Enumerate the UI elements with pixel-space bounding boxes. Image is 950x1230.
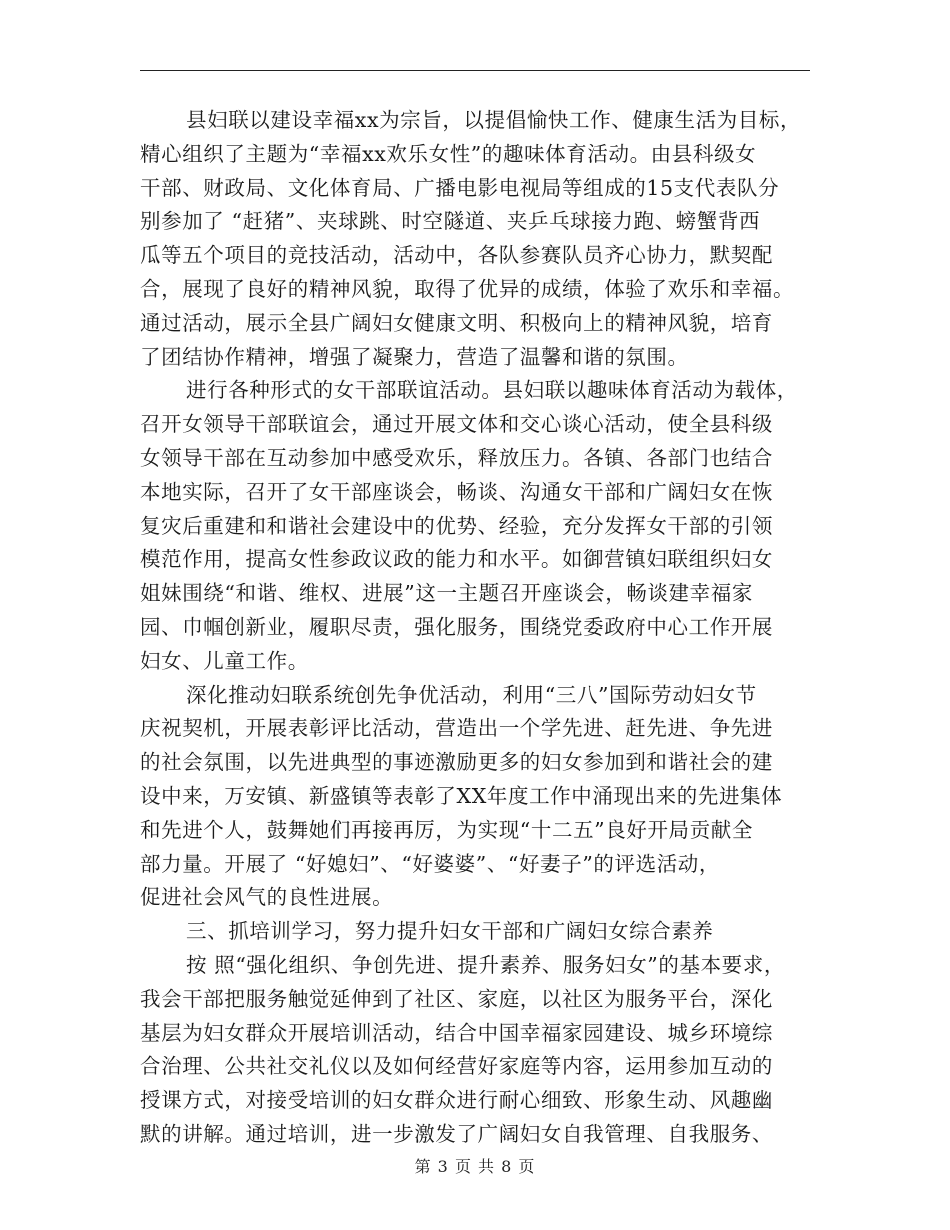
text-line: 别参加了 “赶猪”、夹球跳、时空隧道、夹乒乓球接力跑、螃蟹背西: [140, 209, 761, 234]
text-line: 和先进个人，鼓舞她们再接再厉，为实现“十二五”良好开局贡献全: [140, 817, 753, 842]
text-line: 精心组织了主题为“幸福xx欢乐女性”的趣味体育活动。由县科级女: [140, 141, 757, 166]
text-line: 进行各种形式的女干部联谊活动。县妇联以趣味体育活动为载体，: [186, 378, 798, 403]
text-line: 按 照“强化组织、争创先进、提升素养、服务妇女”的基本要求，: [186, 952, 785, 977]
page-number-footer: 第 3 页 共 8 页: [414, 1157, 536, 1176]
text-line: 复灾后重建和和谐社会建设中的优势、经验，充分发挥女干部的引领: [140, 513, 773, 538]
text-line: 基层为妇女群众开展培训活动，结合中国幸福家园建设、城乡环境综: [140, 1020, 773, 1045]
text-line: 合，展现了良好的精神风貌，取得了优异的成绩，体验了欢乐和幸福。: [140, 276, 795, 301]
text-line: 的社会氛围，以先进典型的事迹激励更多的妇女参加到和谐社会的建: [140, 750, 773, 775]
text-line: 召开女领导干部联谊会，通过开展文体和交心谈心活动，使全县科级: [140, 412, 773, 437]
text-line: 瓜等五个项目的竞技活动，活动中，各队参赛队员齐心协力，默契配: [140, 243, 773, 268]
text-line: 设中来，万安镇、新盛镇等表彰了XX年度工作中涌现出来的先进集体: [140, 783, 783, 808]
text-line: 合治理、公共社交礼仪以及如何经营好家庭等内容，运用参加互动的: [140, 1054, 773, 1079]
document-body: [140, 104, 820, 1152]
text-line: 园、巾帼创新业，履职尽责，强化服务，围绕党委政府中心工作开展: [140, 614, 773, 639]
text-line: 授课方式，对接受培训的妇女群众进行耐心细致、形象生动、风趣幽: [140, 1088, 773, 1113]
text-line: 姐妹围绕“和谐、维权、进展”这一主题召开座谈会，畅谈建幸福家: [140, 581, 753, 606]
text-line: 部力量。开展了 “好媳妇”、“好婆婆”、“好妻子”的评选活动，: [140, 851, 720, 876]
header-rule: [140, 70, 810, 71]
text-line: 了团结协作精神，增强了凝聚力，营造了温馨和谐的氛围。: [140, 344, 689, 369]
text-line: 本地实际，召开了女干部座谈会，畅谈、沟通女干部和广阔妇女在恢: [140, 479, 773, 504]
text-line: 三、抓培训学习，努力提升妇女干部和广阔妇女综合素养: [186, 919, 714, 944]
text-line: 我会干部把服务触觉延伸到了社区、家庭，以社区为服务平台，深化: [140, 986, 773, 1011]
text-line: 默的讲解。通过培训，进一步激发了广阔妇女自我管理、自我服务、: [140, 1121, 773, 1146]
text-line: 通过活动，展示全县广阔妇女健康文明、积极向上的精神风貌，培育: [140, 310, 773, 335]
text-line: 庆祝契机，开展表彰评比活动，营造出一个学先进、赶先进、争先进: [140, 716, 773, 741]
text-line: 县妇联以建设幸福xx为宗旨，以提倡愉快工作、健康生活为目标，: [186, 108, 802, 132]
text-line: 深化推动妇联系统创先争优活动，利用“三八”国际劳动妇女节: [186, 682, 757, 707]
text-line: 妇女、儿童工作。: [140, 648, 309, 673]
text-line: 女领导干部在互动参加中感受欢乐，释放压力。各镇、各部门也结合: [140, 445, 773, 470]
text-line: 模范作用，提高女性参政议政的能力和水平。如御营镇妇联组织妇女: [140, 547, 773, 572]
text-line: 干部、财政局、文化体育局、广播电影电视局等组成的15支代表队分: [140, 175, 780, 200]
text-line: 促进社会风气的良性进展。: [140, 885, 394, 910]
